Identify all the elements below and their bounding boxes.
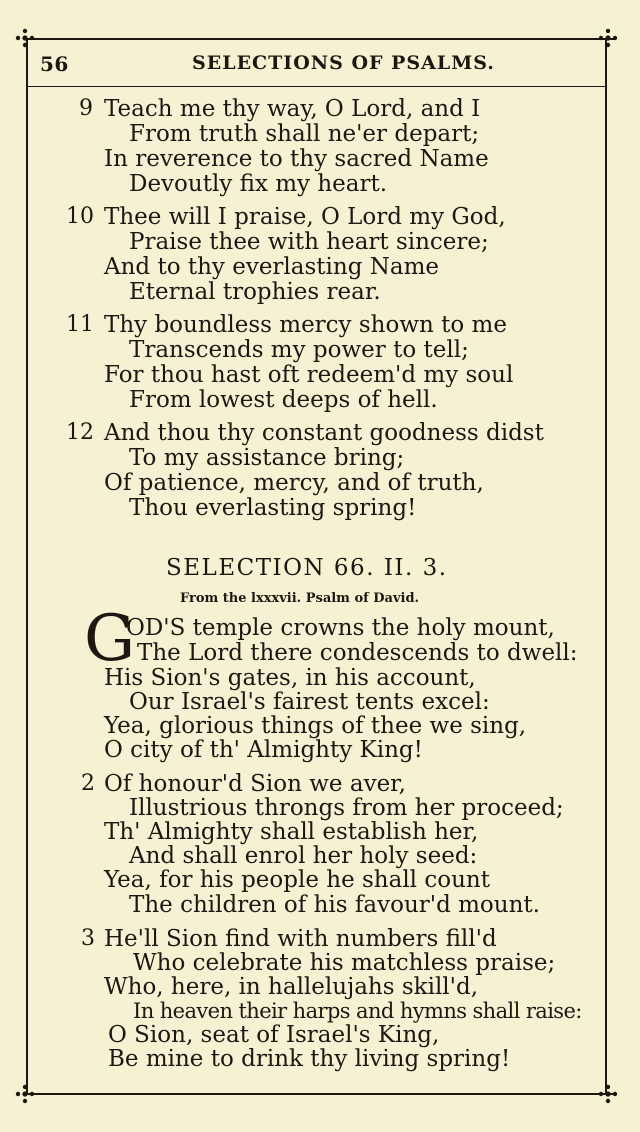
fleuron-icon <box>597 1083 619 1105</box>
running-title: SELECTIONS OF PSALMS. <box>192 52 495 74</box>
verse-line: And to thy everlasting Name <box>104 254 440 280</box>
verse-line: Who celebrate his matchless praise; <box>133 950 556 976</box>
drop-cap: G <box>84 602 136 676</box>
verse-line: Thou everlasting spring! <box>129 495 417 521</box>
verse-number: 10 <box>66 204 94 229</box>
frame-top-rule <box>24 38 616 40</box>
verse-line: To my assistance bring; <box>129 445 405 471</box>
verse-line: And shall enrol her holy seed: <box>129 843 478 869</box>
verse-line: Yea, glorious things of thee we sing, <box>104 713 527 739</box>
selection-subtitle: From the lxxxvii. Psalm of David. <box>180 591 420 606</box>
verse-line: Devoutly fix my heart. <box>129 171 388 197</box>
verse-line: Illustrious throngs from her proceed; <box>129 795 564 821</box>
fleuron-icon <box>14 27 36 49</box>
verse-line: He'll Sion find with numbers fill'd <box>104 926 497 952</box>
page-number: 56 <box>40 52 69 76</box>
verse-number: 2 <box>81 771 95 796</box>
verse-line: Our Israel's fairest tents excel: <box>129 689 490 715</box>
verse-line: Of patience, mercy, and of truth, <box>104 470 484 496</box>
verse-line: Eternal trophies rear. <box>129 279 381 305</box>
verse-line: The children of his favour'd mount. <box>129 892 540 918</box>
verse-line: In heaven their harps and hymns shall raise: <box>133 999 582 1023</box>
verse-line: From lowest deeps of hell. <box>129 387 438 413</box>
verse-line: Yea, for his people he shall count <box>104 867 490 893</box>
verse-line: O Sion, seat of Israel's King, <box>108 1022 440 1048</box>
verse-line: And thou thy constant goodness didst <box>104 420 544 446</box>
fleuron-icon <box>597 27 619 49</box>
verse-line: Of honour'd Sion we aver, <box>104 771 406 797</box>
verse-number: 3 <box>81 926 95 951</box>
verse-line: Transcends my power to tell; <box>129 337 469 363</box>
verse-line: O city of th' Almighty King! <box>104 737 423 763</box>
fleuron-icon <box>14 1083 36 1105</box>
verse-line: Thee will I praise, O Lord my God, <box>104 204 506 230</box>
frame-header-rule <box>28 86 606 87</box>
verse-line: Th' Almighty shall establish her, <box>104 819 479 845</box>
frame-right-rule <box>605 40 607 1093</box>
verse-line: Who, here, in hallelujahs skill'd, <box>104 974 479 1000</box>
verse-line: Praise thee with heart sincere; <box>129 229 489 255</box>
selection-heading: SELECTION 66. II. 3. <box>166 555 448 581</box>
verse-line: From truth shall ne'er depart; <box>129 121 480 147</box>
verse-line: OD'S temple crowns the holy mount, <box>126 615 555 641</box>
verse-line: Thy boundless mercy shown to me <box>104 312 507 338</box>
verse-line: His Sion's gates, in his account, <box>104 665 476 691</box>
frame-left-rule <box>26 40 28 1093</box>
verse-number: 9 <box>79 96 93 121</box>
verse-line: Teach me thy way, O Lord, and I <box>104 96 481 122</box>
verse-line: Be mine to drink thy living spring! <box>108 1046 511 1072</box>
verse-line: The Lord there condescends to dwell: <box>137 640 578 666</box>
frame-bottom-rule <box>24 1093 616 1095</box>
verse-line: For thou hast oft redeem'd my soul <box>104 362 514 388</box>
verse-number: 12 <box>66 420 94 445</box>
verse-line: In reverence to thy sacred Name <box>104 146 489 172</box>
verse-number: 11 <box>66 312 94 337</box>
